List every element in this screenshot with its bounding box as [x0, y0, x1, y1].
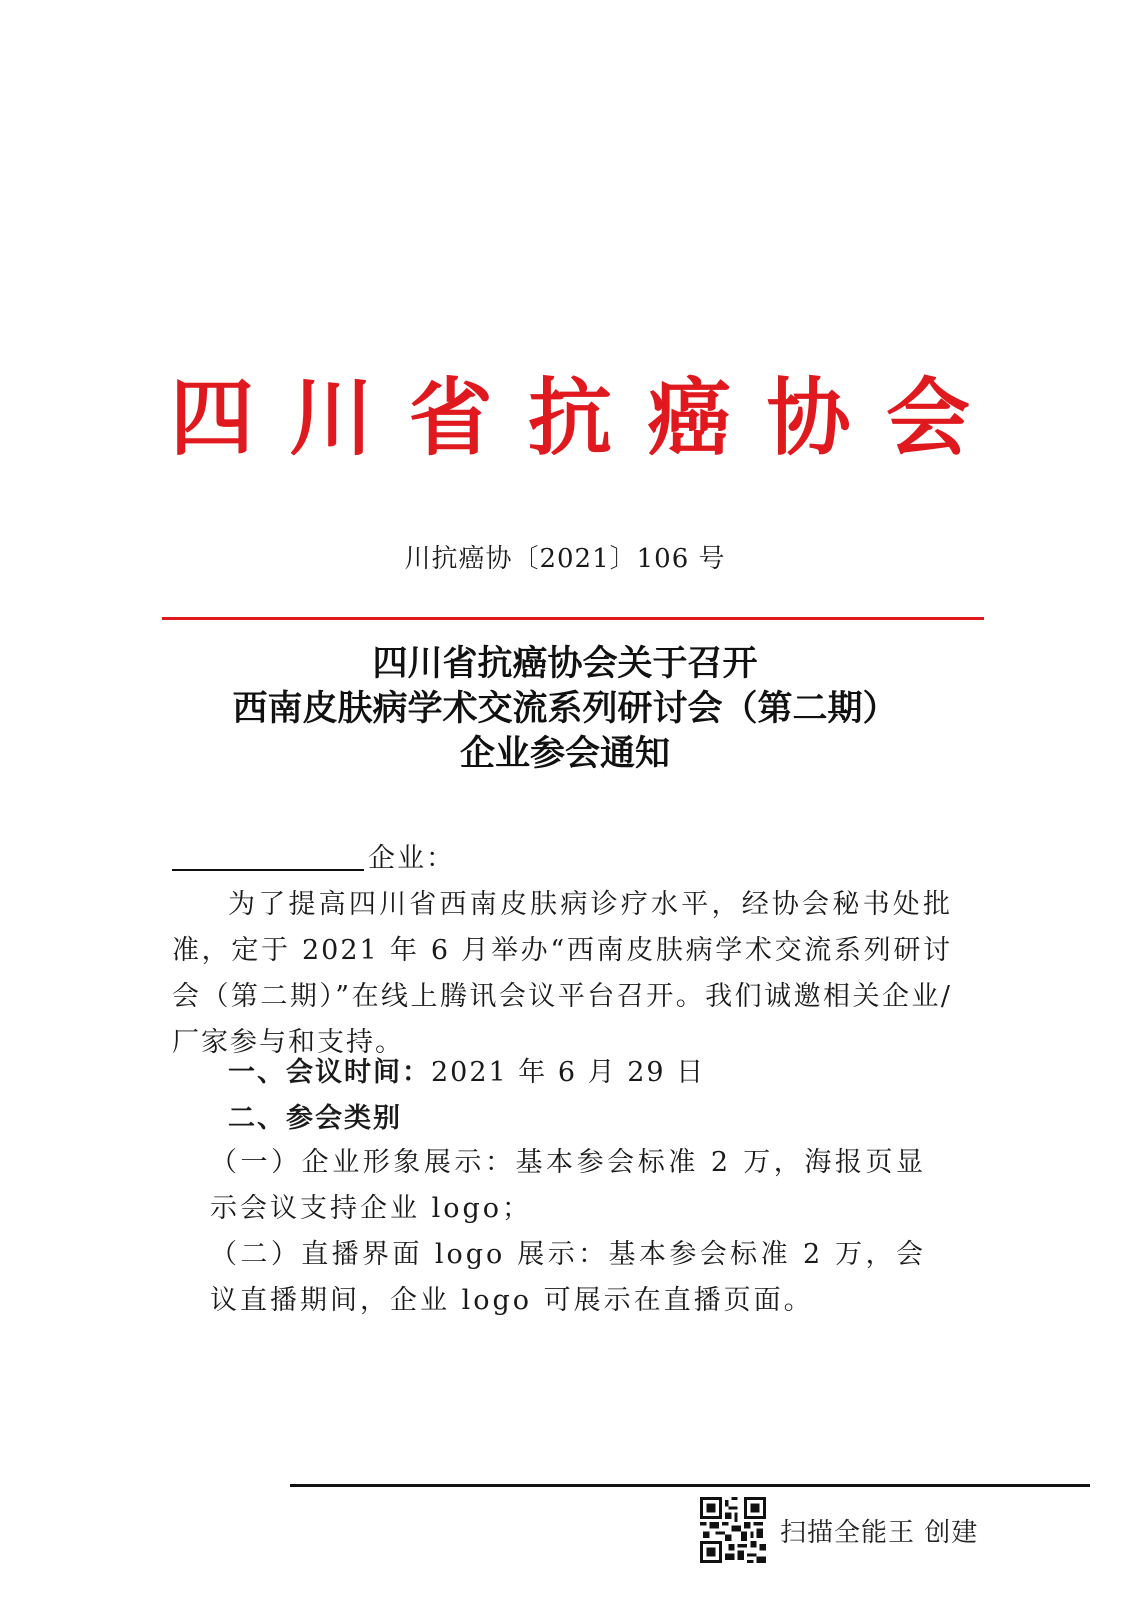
footer-divider — [290, 1484, 1090, 1487]
letterhead-char: 省 — [408, 369, 493, 467]
red-divider — [162, 617, 984, 620]
section-categories — [172, 1096, 952, 1142]
notice-title — [150, 642, 980, 777]
addressee-blank — [172, 839, 364, 871]
addressee-line — [172, 836, 952, 882]
letterhead-char: 会 — [885, 369, 970, 467]
notice-title-line: 四川省抗癌协会关于召开 — [372, 644, 758, 684]
letterhead-char: 癌 — [647, 369, 732, 467]
category-item: （一）企业形象展示：基本参会标准 2 万，海报页显示会议支持企业 logo； — [210, 1147, 926, 1224]
letterhead-char: 抗 — [527, 369, 612, 467]
addressee-suffix: 企业： — [368, 843, 455, 874]
letterhead-char: 川 — [289, 369, 374, 467]
intro-paragraph: 为了提高四川省西南皮肤病诊疗水平，经协会秘书处批准，定于 2021 年 6 月举办“西南皮肤病学术交流系列研讨会（第二期）”在线上腾讯会议平台召开。我们诚邀相关企业/厂家参与和支持。 — [172, 889, 952, 1058]
notice-title-line: 企业参会通知 — [459, 734, 670, 774]
section-label: 一、会议时间： — [228, 1057, 431, 1088]
scanner-label: 扫描全能王 创建 — [780, 1517, 979, 1548]
section-meeting-time — [172, 1050, 952, 1096]
section-label: 二、参会类别 — [228, 1103, 402, 1134]
category-item: （二）直播界面 logo 展示：基本参会标准 2 万，会议直播期间，企业 logo 可展示在直播页面。 — [210, 1239, 926, 1316]
meeting-date: 2021 年 6 月 29 日 — [431, 1057, 706, 1088]
letterhead-char: 协 — [766, 369, 851, 467]
document-number: 川抗癌协〔2021〕106 号 — [404, 544, 726, 574]
letterhead-char: 四 — [170, 369, 255, 467]
notice-title-line: 西南皮肤病学术交流系列研讨会（第二期） — [232, 689, 898, 729]
qr-code-icon — [700, 1497, 766, 1563]
letterhead-org-name — [170, 368, 970, 468]
scanner-watermark — [700, 1492, 978, 1568]
